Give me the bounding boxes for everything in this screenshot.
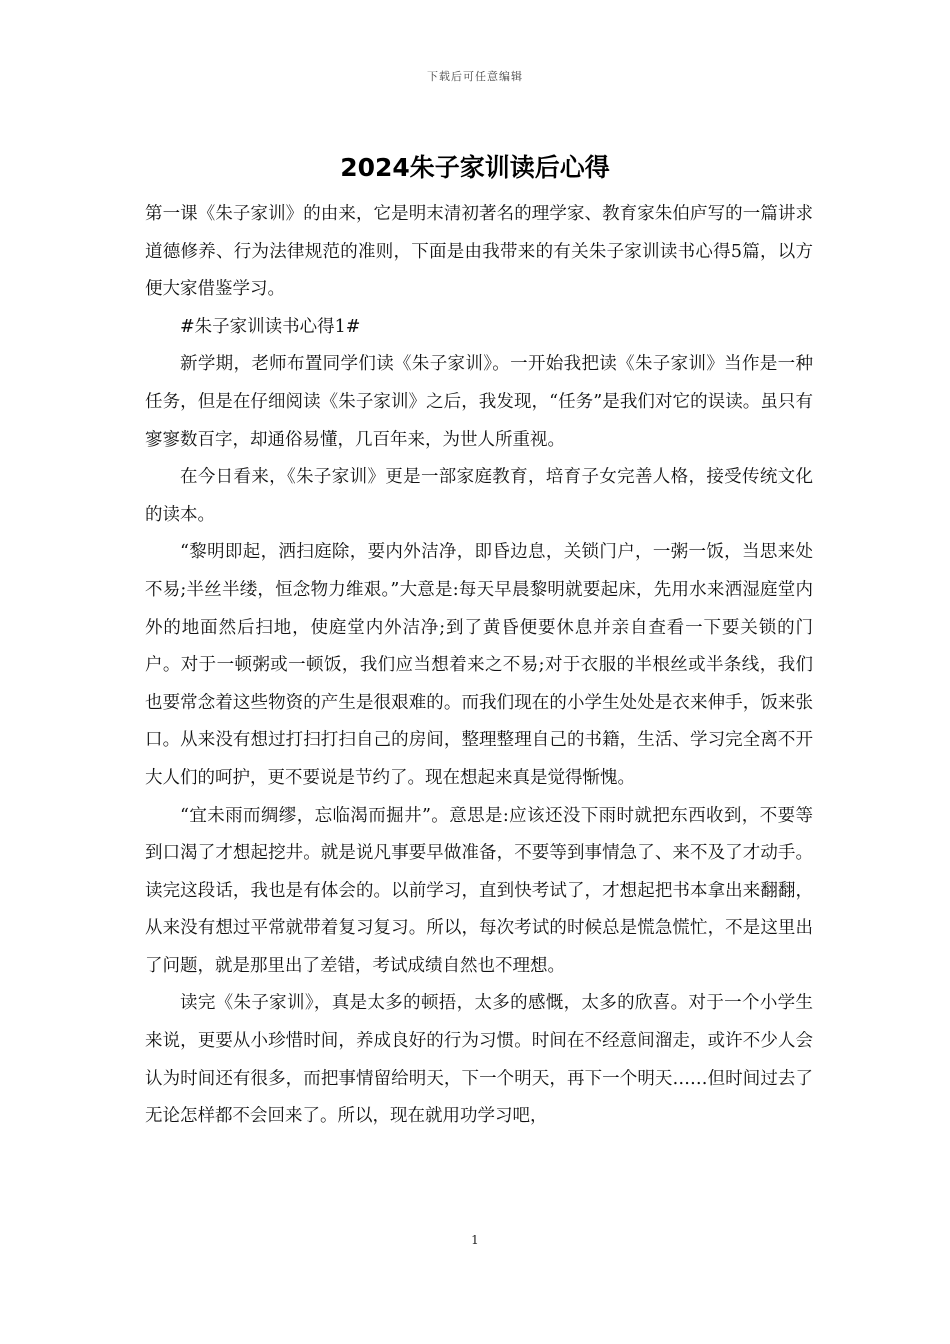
intro-paragraph: 第一课《朱子家训》的由来，它是明末清初著名的理学家、教育家朱伯庐写的一篇讲求道德修养、行为法律规范的准则，下面是由我带来的有关朱子家训读书心得5篇，以方便大家借鉴学习。 xyxy=(145,204,813,300)
document-body xyxy=(145,196,813,1136)
body-paragraph: “黎明即起，洒扫庭除，要内外洁净，即昏边息，关锁门户，一粥一饭，当思来处不易;半丝半缕，恒念物力维艰。”大意是:每天早晨黎明就要起床，先用水来洒湿庭堂内外的地面然后扫地，使庭堂内外洁净;到了黄昏便要休息并亲自查看一下要关锁的门户。对于一顿粥或一顿饭，我们应当想着来之不易;对于衣服的半根丝或半条线，我们也要常念着这些物资的产生是很艰难的。而我们现在的小学生处处是衣来伸手，饭来张口。从来没有想过打扫打扫自己的房间，整理整理自己的书籍，生活、学习完全离不开大人们的呵护，更不要说是节约了。现在想起来真是觉得惭愧。 xyxy=(145,542,813,788)
page-header-note: 下载后可任意编辑 xyxy=(427,70,523,83)
body-paragraph: 新学期，老师布置同学们读《朱子家训》。一开始我把读《朱子家训》当作是一种任务，但是在仔细阅读《朱子家训》之后，我发现，“任务”是我们对它的误读。虽只有寥寥数百字，却通俗易懂，几百年来，为世人所重视。 xyxy=(145,354,813,450)
body-paragraph: 读完《朱子家训》，真是太多的顿捂，太多的感慨，太多的欣喜。对于一个小学生来说，更要从小珍惜时间，养成良好的行为习惯。时间在不经意间溜走，或许不少人会认为时间还有很多，而把事情留给明天，下一个明天，再下一个明天……但时间过去了无论怎样都不会回来了。所以，现在就用功学习吧， xyxy=(145,993,813,1127)
page-number: 1 xyxy=(471,1233,479,1247)
body-paragraph: “宜未雨而绸缪，忘临渴而掘井”。意思是:应该还没下雨时就把东西收到，不要等到口渴了才想起挖井。就是说凡事要早做准备，不要等到事情急了、来不及了才动手。读完这段话，我也是有体会的。以前学习，直到快考试了，才想起把书本拿出来翻翻，从来没有想过平常就带着复习复习。所以，每次考试的时候总是慌急慌忙，不是这里出了问题，就是那里出了差错，考试成绩自然也不理想。 xyxy=(145,805,813,976)
body-paragraph: 在今日看来，《朱子家训》更是一部家庭教育，培育子女完善人格，接受传统文化的读本。 xyxy=(145,467,813,525)
section-heading: #朱子家训读书心得1# xyxy=(180,316,361,337)
document-title: 2024朱子家训读后心得 xyxy=(340,153,610,182)
